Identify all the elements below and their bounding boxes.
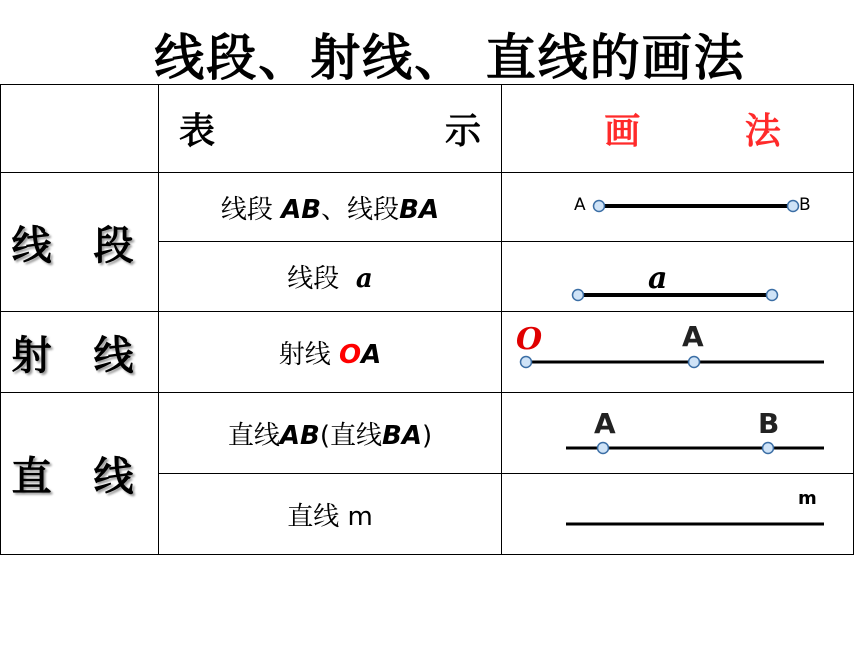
segment-point-a-label: A xyxy=(574,195,586,215)
segment-ab-representation xyxy=(159,173,502,242)
line-ba-name: BA xyxy=(382,420,422,451)
header-rep-left: 表 xyxy=(179,110,216,152)
segment-point-a xyxy=(594,201,605,212)
segment-a-drawing xyxy=(502,242,854,312)
line-ab-row xyxy=(1,393,854,474)
ray-oa-prefix: 射线 xyxy=(278,339,340,370)
line-point-b-label: B xyxy=(758,407,780,440)
ray-row xyxy=(1,312,854,393)
segment-point-b-label: B xyxy=(799,195,811,215)
segment-a-representation xyxy=(159,242,502,312)
segment-a-name: a xyxy=(355,264,373,294)
segment-ab-mid: 、线段 xyxy=(321,194,400,225)
ray-point-label: A xyxy=(682,320,704,353)
line-ab-representation xyxy=(159,393,502,474)
line-m-label: m xyxy=(798,488,817,509)
segment-ab-prefix: 线段 xyxy=(220,194,282,225)
line-ab-open: (直线 xyxy=(319,420,382,451)
segment-label: 线 段 xyxy=(1,173,159,312)
line-point-a xyxy=(598,443,609,454)
drawing-methods-table xyxy=(0,84,854,555)
segment-a-prefix: 线段 xyxy=(287,264,348,294)
line-m-drawing xyxy=(502,474,854,555)
line-m-representation: 直线 m xyxy=(159,474,502,555)
segment-ba-name: BA xyxy=(399,194,440,225)
line-point-a-label: A xyxy=(594,407,616,440)
header-empty-cell xyxy=(1,85,159,173)
line-label: 直 线 xyxy=(1,393,159,555)
line-ab-close: ) xyxy=(421,420,433,451)
ray-oa-a: A xyxy=(361,339,382,370)
segment-a-drawing-label: a xyxy=(648,261,668,296)
ray-origin-point xyxy=(521,357,532,368)
ray-point-a xyxy=(689,357,700,368)
header-representation-cell xyxy=(159,85,502,173)
line-point-b xyxy=(763,443,774,454)
header-drawing-cell xyxy=(502,85,854,173)
line-ab-prefix: 直线 xyxy=(227,420,280,451)
line-ab-name: AB xyxy=(279,420,320,451)
segment-a-endpoint-left xyxy=(573,290,584,301)
ray-origin-label: O xyxy=(516,322,543,357)
header-row xyxy=(1,85,854,173)
segment-ab-name: AB xyxy=(281,194,322,225)
page-title: 线段、射线、 直线的画法 xyxy=(154,28,746,87)
segment-ab-row xyxy=(1,173,854,242)
ray-oa-representation xyxy=(159,312,502,393)
header-draw-right: 法 xyxy=(744,110,781,152)
line-ab-drawing xyxy=(502,393,854,474)
ray-label: 射 线 xyxy=(1,312,159,393)
ray-oa-drawing xyxy=(502,312,854,393)
ray-oa-o: O xyxy=(339,339,362,370)
segment-point-b xyxy=(788,201,799,212)
header-rep-right: 示 xyxy=(444,110,481,152)
segment-ab-drawing xyxy=(502,173,854,242)
header-draw-left: 画 xyxy=(604,110,641,152)
segment-a-endpoint-right xyxy=(767,290,778,301)
